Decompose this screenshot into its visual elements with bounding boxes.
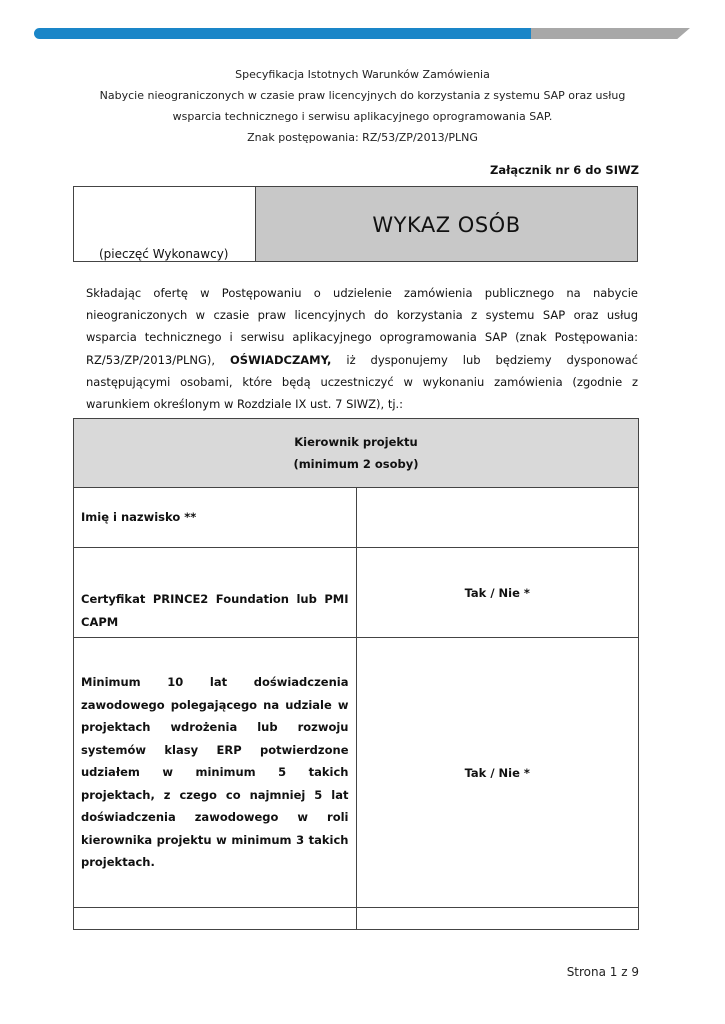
intro-declaration: OŚWIADCZAMY, bbox=[230, 352, 332, 367]
header-bar-gray bbox=[531, 28, 690, 39]
row-label-text: Certyfikat PRINCE2 Foundation lub PMI CAPM bbox=[81, 592, 349, 629]
page-number: Strona 1 z 9 bbox=[566, 965, 639, 979]
stamp-label: (pieczęć Wykonawcy) bbox=[99, 247, 229, 261]
row-label bbox=[74, 548, 357, 638]
table-row bbox=[74, 488, 639, 548]
document-title: WYKAZ OSÓB bbox=[372, 213, 521, 237]
experience-answer-cell[interactable]: Tak / Nie * bbox=[356, 638, 639, 908]
table-row bbox=[74, 638, 639, 908]
name-input-cell[interactable] bbox=[356, 488, 639, 548]
certificate-answer-cell[interactable]: Tak / Nie * bbox=[356, 548, 639, 638]
row-label bbox=[74, 908, 357, 930]
intro-text-after: iż dysponujemy lub będziemy dysponować następującymi osobami, które będą uczestniczyć w wykonaniu zamówienia (zgodnie z warunkiem określonym w Rozdziale IX ust. 7 SIWZ), tj.: bbox=[86, 352, 638, 412]
table-header-row bbox=[74, 419, 639, 488]
header-color-bar bbox=[34, 28, 690, 39]
annex-label: Załącznik nr 6 do SIWZ bbox=[489, 163, 639, 177]
table-title: Kierownik projektu bbox=[294, 435, 418, 449]
header-line-2: Nabycie nieograniczonych w czasie praw licencyjnych do korzystania z systemu SAP oraz usług bbox=[99, 89, 626, 102]
table-header-cell bbox=[74, 419, 639, 488]
header-line-4: Znak postępowania: RZ/53/ZP/2013/PLNG bbox=[247, 131, 478, 144]
header-line-1: Specyfikacja Istotnych Warunków Zamówienia bbox=[235, 68, 490, 81]
title-box bbox=[73, 186, 638, 262]
table-subtitle: (minimum 2 osoby) bbox=[293, 457, 419, 471]
header-bar-blue bbox=[34, 28, 531, 39]
personnel-table bbox=[73, 418, 639, 930]
row-label: Imię i nazwisko ** bbox=[74, 488, 357, 548]
row-label: Minimum 10 lat doświadczenia zawodowego polegającego na udziale w projektach wdrożenia lub rozwoju systemów klasy ERP potwierdzone udziałem w minimum 5 takich projektach, z czego co najmniej 5 lat doświadczenia zawodowego w roli kierownika projektu w minimum 3 takich projektach. bbox=[74, 638, 357, 908]
header-line-3: wsparcia technicznego i serwisu aplikacyjnego oprogramowania SAP. bbox=[172, 110, 553, 123]
table-row bbox=[74, 908, 639, 930]
title-area bbox=[256, 187, 637, 261]
intro-paragraph bbox=[86, 282, 638, 415]
table-row bbox=[74, 548, 639, 638]
document-header bbox=[0, 64, 725, 148]
empty-answer-cell[interactable] bbox=[356, 908, 639, 930]
stamp-area bbox=[74, 187, 256, 261]
intro-text-before: Składając ofertę w Postępowaniu o udzielenie zamówienia publicznego na nabycie nieograniczonych w czasie praw licencyjnych do korzystania z systemu SAP oraz usług wsparcia technicznego i serwisu aplikacyjnego oprogramowania SAP (znak Postępowania: RZ/53/ZP/2013/PLNG), bbox=[86, 286, 638, 367]
